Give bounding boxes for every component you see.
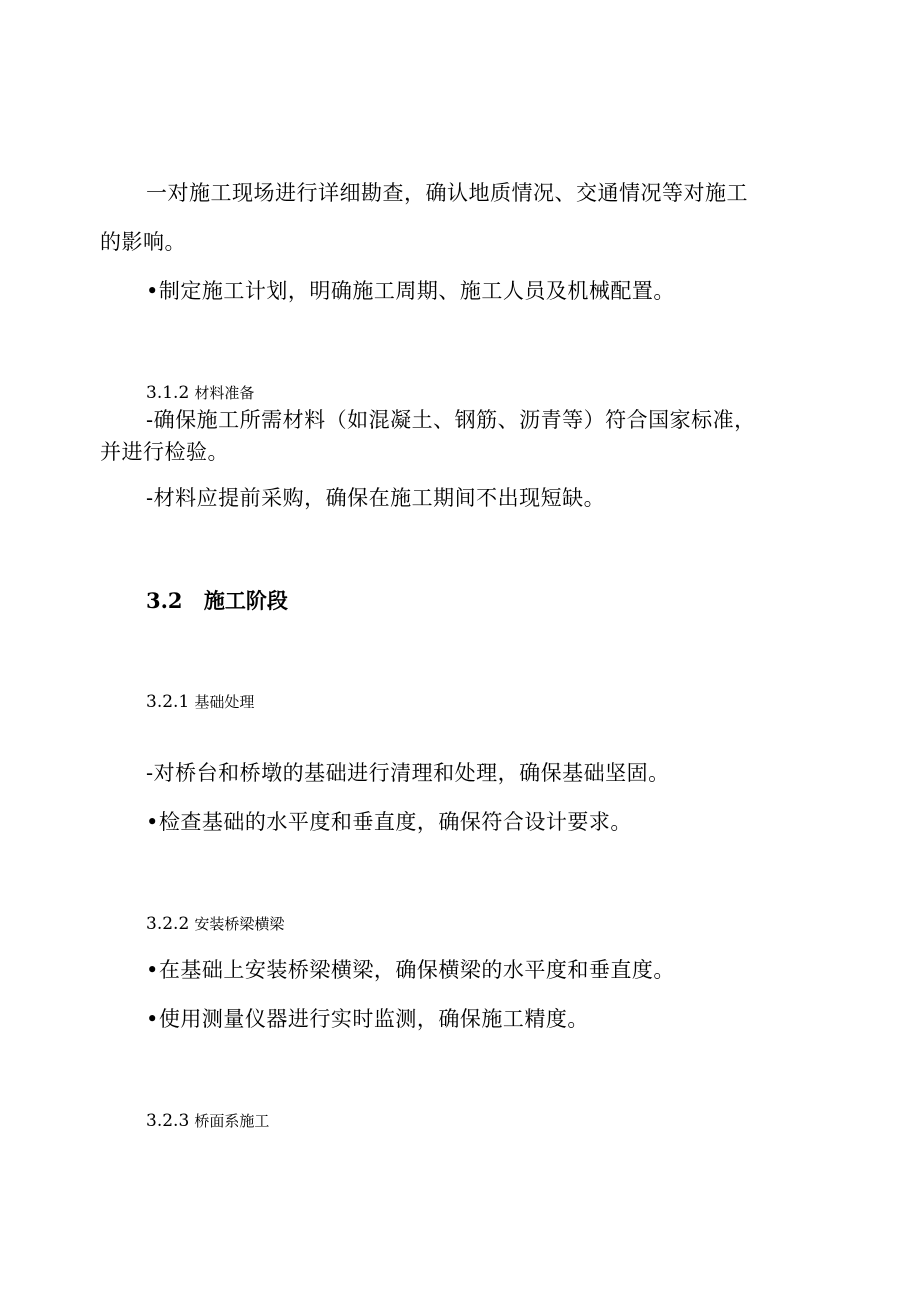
subsection-heading-3-2-2 <box>146 912 284 936</box>
subsection-number: 3.2.2 <box>146 914 190 934</box>
section-heading-3-2 <box>146 586 288 616</box>
materials-item-procurement: -材料应提前采购，确保在施工期间不出现短缺。 <box>146 486 606 510</box>
subsection-title: 基础处理 <box>194 693 255 711</box>
intro-paragraph-continuation: 的影响。 <box>100 230 186 254</box>
intro-paragraph-line: 一对施工现场进行详细勘查，确认地质情况、交通情况等对施工 <box>146 181 748 205</box>
subsection-number: 3.2.3 <box>146 1111 190 1131</box>
materials-item-standards-continuation: 并进行检验。 <box>100 440 229 464</box>
subsection-heading-3-1-2 <box>146 381 254 405</box>
subsection-heading-3-2-1 <box>146 690 254 714</box>
subsection-title: 桥面系施工 <box>194 1112 270 1130</box>
foundation-item-cleaning: -对桥台和桥墩的基础进行清理和处理，确保基础坚固。 <box>146 761 670 785</box>
beam-item-install: •在基础上安装桥梁横梁，确保横梁的水平度和垂直度。 <box>146 958 675 982</box>
subsection-number: 3.2.1 <box>146 692 190 712</box>
section-title: 施工阶段 <box>203 588 288 613</box>
section-number: 3.2 <box>146 588 183 613</box>
materials-item-standards: -确保施工所需材料（如混凝土、钢筋、沥青等）符合国家标准， <box>146 408 756 432</box>
intro-bullet-plan: •制定施工计划，明确施工周期、施工人员及机械配置。 <box>146 279 675 303</box>
subsection-title: 安装桥梁横梁 <box>194 915 285 933</box>
foundation-item-inspection: •检查基础的水平度和垂直度，确保符合设计要求。 <box>146 810 632 834</box>
subsection-title: 材料准备 <box>194 384 255 402</box>
beam-item-monitoring: •使用测量仪器进行实时监测，确保施工精度。 <box>146 1007 589 1031</box>
subsection-heading-3-2-3 <box>146 1109 269 1133</box>
subsection-number: 3.1.2 <box>146 383 190 403</box>
